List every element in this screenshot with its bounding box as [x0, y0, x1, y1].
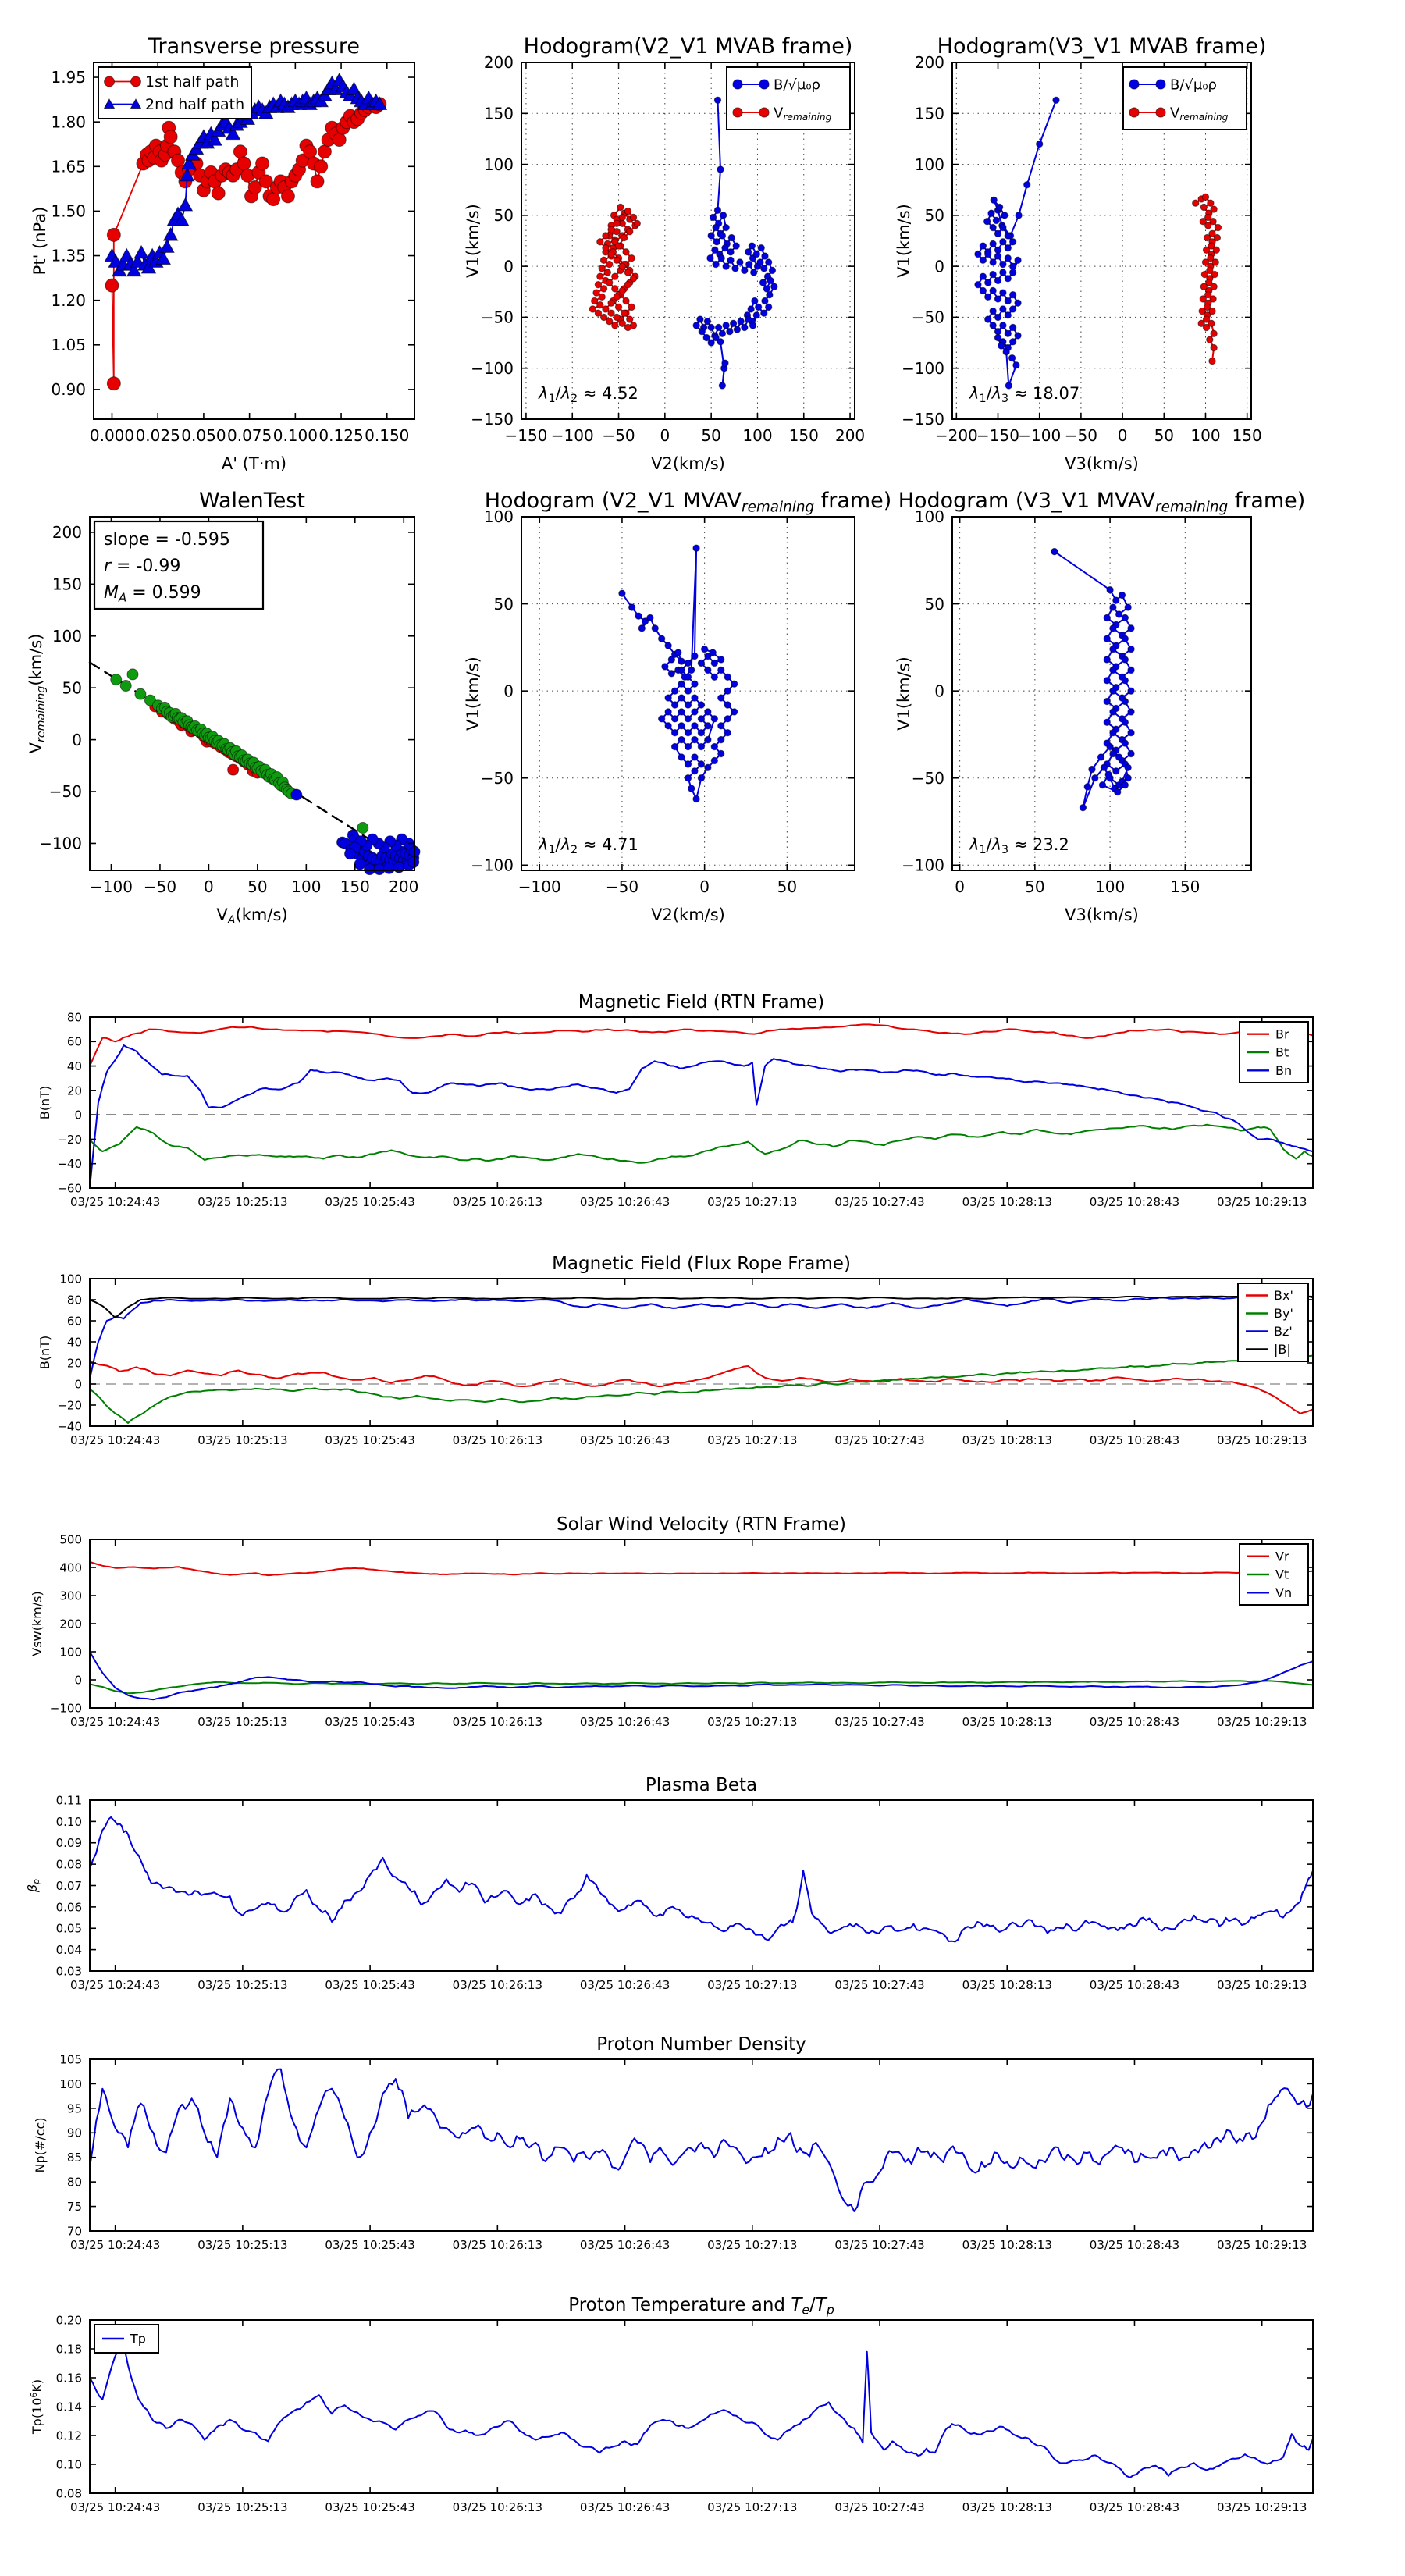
svg-text:1.20: 1.20 [51, 290, 86, 310]
svg-text:03/25 10:24:43: 03/25 10:24:43 [69, 1433, 161, 1447]
svg-text:B(nT): B(nT) [37, 1335, 52, 1370]
svg-text:−50: −50 [605, 877, 639, 896]
svg-text:500: 500 [59, 1532, 82, 1547]
svg-text:50: 50 [924, 206, 944, 226]
svg-text:0.025: 0.025 [135, 426, 180, 445]
svg-text:0: 0 [1117, 426, 1128, 445]
svg-text:0.10: 0.10 [55, 1814, 82, 1829]
svg-text:03/25 10:28:43: 03/25 10:28:43 [1089, 1433, 1180, 1447]
svg-text:Hodogram(V3_V1 MVAB frame): Hodogram(V3_V1 MVAB frame) [937, 34, 1267, 59]
svg-text:200: 200 [834, 426, 866, 445]
hodogram-v3v1-mvab-series-B-hodogram [975, 97, 1059, 389]
svg-text:100: 100 [483, 155, 514, 174]
svg-text:50: 50 [493, 206, 514, 226]
svg-text:0.075: 0.075 [226, 426, 272, 445]
b-rtn-series-Bn [90, 1045, 1313, 1188]
svg-text:1.80: 1.80 [51, 112, 86, 132]
svg-text:40: 40 [66, 1059, 82, 1073]
svg-text:75: 75 [66, 2199, 82, 2214]
svg-text:03/25 10:25:43: 03/25 10:25:43 [325, 1978, 415, 1992]
svg-text:−40: −40 [57, 1157, 82, 1172]
svg-text:03/25 10:27:43: 03/25 10:27:43 [834, 2500, 925, 2514]
svg-text:03/25 10:25:13: 03/25 10:25:13 [197, 2500, 288, 2514]
svg-text:B/√μ₀ρ: B/√μ₀ρ [774, 76, 820, 94]
proton-density-panel [33, 2034, 1313, 2252]
svg-text:03/25 10:28:43: 03/25 10:28:43 [1089, 2500, 1180, 2514]
svg-text:Bt: Bt [1275, 1044, 1289, 1060]
svg-text:50: 50 [1154, 426, 1175, 445]
svg-text:VA(km/s): $V_A(km/s)$ [216, 906, 288, 927]
svg-text:−50: −50 [480, 308, 514, 327]
svg-text:300: 300 [59, 1589, 82, 1603]
svg-text:1.95: 1.95 [51, 68, 86, 87]
svg-text:03/25 10:27:13: 03/25 10:27:13 [707, 1195, 798, 1209]
svg-text:100: 100 [483, 507, 514, 527]
b-rtn-series-Br [90, 1024, 1313, 1066]
svg-text:95: 95 [66, 2101, 82, 2116]
svg-text:03/25 10:28:13: 03/25 10:28:13 [962, 1433, 1052, 1447]
vsw-rtn-panel [30, 1514, 1313, 1729]
svg-text:1.35: 1.35 [51, 246, 86, 265]
walen-test-series-walen-green [111, 669, 368, 834]
svg-text:0.10: 0.10 [55, 2457, 82, 2472]
svg-text:0.050: 0.050 [181, 426, 226, 445]
svg-text:V3(km/s): V3(km/s) [1065, 906, 1139, 924]
svg-text:Bz': Bz' [1274, 1324, 1293, 1340]
svg-text:03/25 10:27:43: 03/25 10:27:43 [834, 2238, 925, 2252]
svg-text:03/25 10:26:13: 03/25 10:26:13 [452, 1433, 543, 1447]
svg-text:03/25 10:25:13: 03/25 10:25:13 [197, 1978, 288, 1992]
svg-text:λ1/λ3 ≈ 23.2: $\lambda_1/\lambda_3 \approx 23.2$ [969, 835, 1069, 857]
svg-text:−100: −100 [49, 1701, 82, 1716]
svg-text:70: 70 [66, 2224, 82, 2239]
svg-text:200: 200 [483, 53, 514, 73]
svg-text:−50: −50 [480, 768, 514, 788]
svg-text:03/25 10:25:13: 03/25 10:25:13 [197, 1715, 288, 1729]
b-fluxrope-legend [1238, 1283, 1308, 1361]
svg-text:1.50: 1.50 [51, 201, 86, 221]
svg-text:03/25 10:28:13: 03/25 10:28:13 [962, 2238, 1052, 2252]
svg-text:03/25 10:26:13: 03/25 10:26:13 [452, 1715, 543, 1729]
svg-text:−50: −50 [602, 426, 635, 445]
svg-text:03/25 10:28:43: 03/25 10:28:43 [1089, 2238, 1180, 2252]
svg-text:03/25 10:26:43: 03/25 10:26:43 [579, 2500, 670, 2514]
svg-text:60: 60 [66, 1034, 82, 1049]
hodogram-v3v1-mvav-panel [895, 489, 1305, 924]
svg-text:105: 105 [59, 2052, 82, 2067]
svg-text:By': By' [1274, 1306, 1293, 1322]
svg-text:−50: −50 [48, 782, 82, 802]
svg-text:−100: −100 [902, 358, 944, 378]
svg-text:λ1/λ3 ≈ 18.07: $\lambda_1/\lambda_3 \approx 18.07$ [969, 384, 1080, 406]
svg-text:50: 50 [1025, 877, 1045, 896]
svg-text:03/25 10:26:13: 03/25 10:26:13 [452, 1195, 543, 1209]
svg-text:Plasma Beta: Plasma Beta [645, 1775, 758, 1795]
svg-text:03/25 10:26:43: 03/25 10:26:43 [579, 1433, 670, 1447]
transverse-pressure-panel [30, 34, 414, 473]
svg-text:03/25 10:27:13: 03/25 10:27:13 [707, 1978, 798, 1992]
svg-text:03/25 10:27:43: 03/25 10:27:43 [834, 1715, 925, 1729]
svg-text:−100: −100 [902, 856, 944, 875]
svg-text:03/25 10:28:43: 03/25 10:28:43 [1089, 1715, 1180, 1729]
svg-text:0: 0 [503, 257, 514, 276]
svg-text:0.09: 0.09 [55, 1836, 82, 1851]
svg-text:85: 85 [66, 2151, 82, 2165]
svg-text:03/25 10:24:43: 03/25 10:24:43 [69, 2500, 161, 2514]
svg-text:03/25 10:29:13: 03/25 10:29:13 [1217, 1433, 1307, 1447]
svg-text:Br: Br [1275, 1026, 1289, 1042]
svg-text:100: 100 [59, 2076, 82, 2091]
svg-text:0.000: 0.000 [89, 426, 135, 445]
proton-temperature-panel [29, 2295, 1313, 2514]
svg-text:03/25 10:29:13: 03/25 10:29:13 [1217, 1978, 1307, 1992]
b-rtn-panel [37, 992, 1313, 1209]
svg-text:0: 0 [74, 1377, 82, 1392]
svg-text:100: 100 [291, 877, 322, 896]
svg-text:20: 20 [66, 1356, 82, 1371]
svg-text:V2(km/s): V2(km/s) [651, 906, 725, 924]
svg-text:80: 80 [66, 1293, 82, 1308]
svg-text:Transverse pressure: Transverse pressure [148, 34, 360, 59]
svg-text:03/25 10:27:43: 03/25 10:27:43 [834, 1433, 925, 1447]
svg-text:03/25 10:29:13: 03/25 10:29:13 [1217, 2500, 1307, 2514]
svg-text:1st half path: 1st half path [145, 73, 240, 91]
svg-text:βp: $\beta_p$ [25, 1878, 42, 1893]
svg-text:03/25 10:26:43: 03/25 10:26:43 [579, 2238, 670, 2252]
svg-text:100: 100 [1190, 426, 1221, 445]
svg-text:150: 150 [1232, 426, 1262, 445]
hodogram-v3v1-mvab-panel [895, 34, 1266, 473]
svg-text:03/25 10:26:13: 03/25 10:26:13 [452, 1978, 543, 1992]
svg-text:Vr: Vr [1275, 1549, 1289, 1564]
svg-text:0.18: 0.18 [55, 2342, 82, 2357]
svg-text:0: 0 [503, 681, 514, 701]
transverse-pressure-series-1st-half-path [105, 98, 386, 390]
hodogram-v2v1-mvab-legend [727, 67, 850, 130]
svg-text:Np(#/cc): Np(#/cc) [33, 2117, 48, 2173]
svg-text:2nd half path: 2nd half path [145, 96, 245, 114]
svg-text:Vremaining: $V_{remaining}$ [1170, 105, 1229, 123]
svg-text:−100: −100 [550, 426, 594, 445]
hodogram-v2v1-mvab-series-B-hodogram [693, 97, 777, 389]
svg-text:−150: −150 [504, 426, 548, 445]
svg-text:Vsw(km/s): Vsw(km/s) [30, 1591, 44, 1656]
svg-text:λ1/λ2 ≈ 4.52: $\lambda_1/\lambda_2 \approx 4.52$ [539, 384, 638, 406]
svg-text:03/25 10:29:13: 03/25 10:29:13 [1217, 1715, 1307, 1729]
svg-text:0.05: 0.05 [55, 1921, 82, 1936]
svg-text:03/25 10:28:13: 03/25 10:28:13 [962, 1195, 1052, 1209]
svg-text:100: 100 [914, 155, 944, 174]
transverse-pressure-legend [98, 67, 251, 119]
svg-text:−40: −40 [57, 1419, 82, 1434]
hodogram-v2v1-mvab-series-V-hodogram [589, 204, 640, 330]
svg-text:100: 100 [59, 1645, 82, 1660]
svg-text:−150: −150 [471, 410, 514, 429]
svg-text:1.65: 1.65 [51, 157, 86, 176]
walen-test-panel [27, 489, 420, 927]
svg-text:0.90: 0.90 [51, 380, 86, 400]
svg-text:B(nT): B(nT) [37, 1085, 52, 1120]
svg-text:Hodogram (V2_V1 MVAVremaining: Hodogram (V2_V1 $MVAV_{remaining}$ frame) [484, 489, 892, 516]
svg-text:0.03: 0.03 [55, 1964, 82, 1979]
svg-text:50: 50 [62, 678, 82, 698]
svg-text:0.125: 0.125 [318, 426, 364, 445]
svg-text:Solar Wind Velocity (RTN Frame: Solar Wind Velocity (RTN Frame) [556, 1514, 847, 1535]
svg-text:0.20: 0.20 [55, 2313, 82, 2328]
svg-text:0.08: 0.08 [55, 2486, 82, 2501]
svg-text:Magnetic Field (RTN Frame): Magnetic Field (RTN Frame) [578, 992, 825, 1012]
svg-text:150: 150 [914, 104, 944, 123]
svg-text:03/25 10:25:13: 03/25 10:25:13 [197, 1195, 288, 1209]
svg-text:V1(km/s): V1(km/s) [895, 204, 913, 278]
svg-text:400: 400 [59, 1560, 82, 1575]
svg-text:−100: −100 [518, 877, 561, 896]
b-fluxrope-panel [37, 1254, 1313, 1447]
svg-text:−100: −100 [471, 856, 514, 875]
svg-text:0: 0 [204, 877, 214, 896]
svg-text:50: 50 [924, 594, 944, 614]
svg-text:MA = 0.599: $M_A = 0.599$ [104, 583, 201, 605]
svg-text:Tp: Tp [130, 2331, 146, 2347]
b-rtn-legend [1240, 1022, 1308, 1083]
svg-text:03/25 10:28:13: 03/25 10:28:13 [962, 1978, 1052, 1992]
b-fluxrope-series-Bx' [90, 1361, 1313, 1414]
svg-text:Bx': Bx' [1274, 1288, 1293, 1304]
svg-text:−50: −50 [1064, 426, 1098, 445]
svg-text:Vt: Vt [1275, 1567, 1289, 1582]
svg-text:−100: −100 [90, 877, 133, 896]
svg-text:100: 100 [914, 507, 944, 527]
svg-text:03/25 10:25:13: 03/25 10:25:13 [197, 2238, 288, 2252]
svg-text:03/25 10:25:43: 03/25 10:25:43 [325, 1195, 415, 1209]
svg-text:0.150: 0.150 [365, 426, 410, 445]
svg-text:V1(km/s): V1(km/s) [464, 204, 482, 278]
svg-text:0: 0 [934, 681, 944, 701]
svg-text:03/25 10:26:13: 03/25 10:26:13 [452, 2500, 543, 2514]
svg-text:90: 90 [66, 2126, 82, 2140]
svg-text:0.14: 0.14 [55, 2400, 82, 2414]
svg-text:0.06: 0.06 [55, 1900, 82, 1915]
svg-text:03/25 10:27:43: 03/25 10:27:43 [834, 1978, 925, 1992]
svg-text:03/25 10:28:13: 03/25 10:28:13 [962, 1715, 1052, 1729]
svg-text:150: 150 [1170, 877, 1200, 896]
svg-text:A' (T·m): A' (T·m) [221, 454, 287, 473]
svg-text:λ1/λ2 ≈ 4.71: $\lambda_1/\lambda_2 \approx 4.71$ [539, 835, 638, 857]
b-rtn-series-Bt [90, 1125, 1313, 1163]
svg-text:100: 100 [59, 1272, 82, 1286]
svg-text:03/25 10:27:43: 03/25 10:27:43 [834, 1195, 925, 1209]
plasma-beta-series-beta-p [90, 1817, 1313, 1942]
svg-text:0: 0 [660, 426, 670, 445]
svg-text:200: 200 [52, 523, 82, 543]
svg-text:|B|: |B| [1274, 1342, 1291, 1357]
svg-text:03/25 10:28:43: 03/25 10:28:43 [1089, 1195, 1180, 1209]
svg-text:WalenTest: WalenTest [199, 489, 305, 513]
svg-text:03/25 10:27:13: 03/25 10:27:13 [707, 2238, 798, 2252]
svg-text:03/25 10:25:43: 03/25 10:25:43 [325, 1433, 415, 1447]
svg-text:03/25 10:28:13: 03/25 10:28:13 [962, 2500, 1052, 2514]
svg-text:Vremaining: $V_{remaining}$ [774, 105, 832, 123]
hodogram-v3v1-mvab-legend [1123, 67, 1247, 130]
svg-text:1.05: 1.05 [51, 335, 86, 354]
svg-text:150: 150 [788, 426, 819, 445]
hodogram-v3v1-mvab-series-V-hodogram [1193, 194, 1222, 365]
svg-text:−20: −20 [57, 1398, 82, 1413]
svg-text:B/√μ₀ρ: B/√μ₀ρ [1170, 76, 1217, 94]
svg-text:0: 0 [74, 1108, 82, 1123]
svg-text:03/25 10:27:13: 03/25 10:27:13 [707, 1715, 798, 1729]
svg-text:−200: −200 [934, 426, 978, 445]
svg-text:Vn: Vn [1275, 1585, 1293, 1600]
proton-density-series-Np [90, 2069, 1313, 2211]
svg-text:100: 100 [1094, 877, 1126, 896]
svg-text:−150: −150 [976, 426, 1019, 445]
svg-text:Hodogram (V3_V1 MVAVremaining: Hodogram (V3_V1 $MVAV_{remaining}$ frame) [898, 489, 1306, 516]
walen-test-info-box [94, 521, 263, 609]
svg-text:03/25 10:24:43: 03/25 10:24:43 [69, 2238, 161, 2252]
svg-text:V3(km/s): V3(km/s) [1065, 454, 1139, 473]
svg-text:03/25 10:29:13: 03/25 10:29:13 [1217, 1195, 1307, 1209]
svg-text:03/25 10:26:13: 03/25 10:26:13 [452, 2238, 543, 2252]
hodogram-v3v1-mvav-series-B-hodogram [1051, 548, 1135, 810]
svg-text:slope = -0.595: slope = -0.595 [104, 530, 230, 550]
vsw-rtn-series-Vn [90, 1652, 1313, 1699]
svg-text:−100: −100 [1018, 426, 1062, 445]
svg-text:03/25 10:24:43: 03/25 10:24:43 [69, 1978, 161, 1992]
svg-text:Hodogram(V2_V1 MVAB frame): Hodogram(V2_V1 MVAB frame) [523, 34, 853, 59]
svg-text:50: 50 [777, 877, 798, 896]
svg-text:−60: −60 [57, 1181, 82, 1196]
svg-text:80: 80 [66, 1010, 82, 1025]
svg-text:0.08: 0.08 [55, 1857, 82, 1872]
svg-text:100: 100 [52, 626, 82, 646]
svg-text:V1(km/s): V1(km/s) [895, 656, 913, 731]
svg-text:Proton Temperature and Te/Tp: Proton Temperature and $T_e/T_p$ [568, 2295, 834, 2318]
svg-text:03/25 10:29:13: 03/25 10:29:13 [1217, 2238, 1307, 2252]
svg-text:03/25 10:26:43: 03/25 10:26:43 [579, 1978, 670, 1992]
svg-text:0: 0 [74, 1673, 82, 1688]
svg-text:Proton Number Density: Proton Number Density [596, 2034, 806, 2055]
svg-text:Bn: Bn [1275, 1062, 1293, 1078]
svg-text:0.100: 0.100 [272, 426, 318, 445]
svg-text:03/25 10:28:43: 03/25 10:28:43 [1089, 1978, 1180, 1992]
svg-text:0: 0 [934, 257, 944, 276]
svg-text:200: 200 [914, 53, 944, 73]
svg-text:−150: −150 [902, 410, 944, 429]
svg-text:0.07: 0.07 [55, 1878, 82, 1893]
svg-text:0: 0 [699, 877, 710, 896]
svg-text:−50: −50 [911, 768, 944, 788]
svg-text:Pt' (nPa): Pt' (nPa) [30, 206, 49, 276]
svg-text:Tp(106K): $Tp(10^6K)$ [28, 2379, 44, 2435]
svg-text:V1(km/s): V1(km/s) [464, 656, 482, 731]
plasma-beta-panel [25, 1775, 1313, 1992]
svg-text:40: 40 [66, 1335, 82, 1350]
svg-text:150: 150 [483, 104, 514, 123]
svg-text:20: 20 [66, 1083, 82, 1098]
svg-text:−100: −100 [471, 358, 514, 378]
svg-text:−100: −100 [39, 834, 82, 853]
svg-text:03/25 10:27:13: 03/25 10:27:13 [707, 2500, 798, 2514]
vsw-rtn-series-Vr [90, 1562, 1313, 1575]
hodogram-v2v1-mvav-panel [464, 489, 891, 924]
svg-text:03/25 10:25:13: 03/25 10:25:13 [197, 1433, 288, 1447]
svg-text:−20: −20 [57, 1132, 82, 1147]
svg-text:0.16: 0.16 [55, 2371, 82, 2386]
svg-text:0: 0 [955, 877, 965, 896]
svg-text:0.11: 0.11 [55, 1793, 82, 1808]
svg-text:200: 200 [389, 877, 419, 896]
svg-text:03/25 10:26:43: 03/25 10:26:43 [579, 1195, 670, 1209]
proton-temperature-legend [94, 2325, 158, 2353]
svg-text:150: 150 [52, 575, 82, 594]
svg-text:03/25 10:25:43: 03/25 10:25:43 [325, 1715, 415, 1729]
proton-temperature-series-Tp [90, 2346, 1313, 2477]
svg-text:03/25 10:24:43: 03/25 10:24:43 [69, 1715, 161, 1729]
svg-text:Vremaining(km/s): $V_{remaining}(km/s)$ [27, 633, 48, 754]
hodogram-v2v1-mvab-panel [464, 34, 865, 473]
svg-text:0: 0 [72, 730, 82, 749]
svg-text:200: 200 [59, 1617, 82, 1631]
svg-text:60: 60 [66, 1314, 82, 1329]
svg-text:150: 150 [340, 877, 370, 896]
svg-text:Magnetic Field (Flux Rope Fram: Magnetic Field (Flux Rope Frame) [552, 1254, 851, 1274]
svg-text:50: 50 [247, 877, 268, 896]
svg-text:−50: −50 [911, 308, 944, 327]
svg-text:03/25 10:26:43: 03/25 10:26:43 [579, 1715, 670, 1729]
svg-text:100: 100 [742, 426, 773, 445]
svg-text:03/25 10:27:13: 03/25 10:27:13 [707, 1433, 798, 1447]
vsw-rtn-legend [1240, 1544, 1308, 1605]
svg-text:−50: −50 [143, 877, 177, 896]
svg-text:80: 80 [66, 2175, 82, 2190]
svg-text:03/25 10:24:43: 03/25 10:24:43 [69, 1195, 161, 1209]
svg-text:V2(km/s): V2(km/s) [651, 454, 725, 473]
svg-text:0.12: 0.12 [55, 2428, 82, 2443]
b-fluxrope-series-By' [90, 1356, 1313, 1424]
svg-text:0.04: 0.04 [55, 1943, 82, 1958]
svg-text:03/25 10:25:43: 03/25 10:25:43 [325, 2500, 415, 2514]
svg-text:50: 50 [493, 594, 514, 614]
svg-text:r = -0.99: r = -0.99 [104, 557, 181, 576]
svg-text:50: 50 [701, 426, 721, 445]
hodogram-v2v1-mvav-series-B-hodogram [619, 545, 738, 802]
svg-text:03/25 10:25:43: 03/25 10:25:43 [325, 2238, 415, 2252]
